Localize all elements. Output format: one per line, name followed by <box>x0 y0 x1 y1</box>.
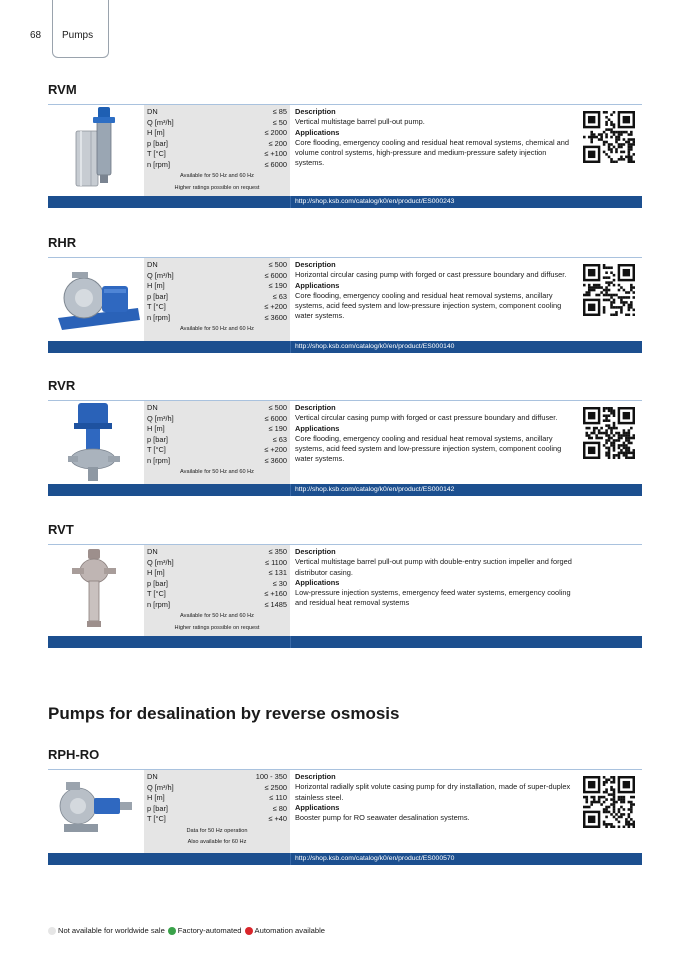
spec-row: p [bar] ≤ 200 <box>147 138 287 148</box>
description-text: Horizontal circular casing pump with forged or cast pressure boundary and diffuser. <box>295 270 567 280</box>
product-rph-ro <box>48 747 642 861</box>
rph-ro-pump-illustration <box>48 770 144 862</box>
description-heading: Description <box>295 547 336 556</box>
spec-row: Q [m³/h] ≤ 1100 <box>147 557 287 567</box>
spec-row: n [rpm] ≤ 6000 <box>147 159 287 169</box>
spec-row: T [°C] ≤ +200 <box>147 445 287 454</box>
pump-image <box>48 545 144 637</box>
description-heading: Description <box>295 260 336 269</box>
spec-row: H [m] ≤ 110 <box>147 793 287 802</box>
legend-item <box>245 926 326 935</box>
applications-heading: Applications <box>295 577 340 587</box>
spec-row: n [rpm] ≤ 3600 <box>147 312 287 322</box>
page-header <box>0 0 110 58</box>
description <box>295 107 575 169</box>
section-title: Pumps for desalination by reverse osmosis <box>48 704 400 723</box>
legend-label: Factory-automated <box>177 926 242 935</box>
spec-row: H [m] ≤ 131 <box>147 568 287 577</box>
product-name: RVT <box>48 522 74 537</box>
pump-image <box>48 258 144 350</box>
spec-row: Q [m³/h] ≤ 2500 <box>147 782 287 792</box>
spec-row: p [bar] ≤ 80 <box>147 803 287 813</box>
spec-box <box>144 545 290 637</box>
spec-row: T [°C] ≤ +100 <box>147 149 287 158</box>
legend-dot-icon <box>48 927 56 935</box>
legend-label: Not available for worldwide sale <box>58 926 165 935</box>
spec-row: T [°C] ≤ +40 <box>147 814 287 823</box>
description-heading: Description <box>295 403 336 412</box>
qr-code-icon[interactable] <box>583 407 635 459</box>
pump-image <box>48 401 144 493</box>
spec-note: Also available for 60 Hz <box>187 839 247 845</box>
product-name: RVM <box>48 82 77 97</box>
description-heading: Description <box>295 772 336 781</box>
section-tab-label: Pumps <box>62 30 94 41</box>
description-text: Vertical multistage barrel pull-out pump. <box>295 117 425 127</box>
product-rvt <box>48 522 642 636</box>
spec-row: Q [m³/h] ≤ 6000 <box>147 413 287 423</box>
product-link[interactable]: http://shop.ksb.com/catalog/k0/en/product/ES000243 <box>295 198 455 205</box>
applications-text: Core flooding, emergency cooling and residual heat removal systems, chemical and volume control systems, high-pressure and medium-pressure safety injection systems. <box>295 137 570 168</box>
product-link[interactable]: http://shop.ksb.com/catalog/k0/en/product/ES000140 <box>295 343 455 350</box>
spec-row: DN ≤ 500 <box>147 260 287 269</box>
description <box>295 403 575 465</box>
description-text: Horizontal radially split volute casing pump for dry installation, made of super-duplex stainless steel. <box>295 782 571 802</box>
spec-row: H [m] ≤ 190 <box>147 281 287 290</box>
spec-row: DN ≤ 500 <box>147 403 287 412</box>
description <box>295 772 575 823</box>
applications-heading: Applications <box>295 802 340 812</box>
spec-note: Available for 50 Hz and 60 Hz <box>180 326 254 332</box>
page-number: 68 <box>30 30 42 41</box>
legend <box>48 926 328 935</box>
description-heading: Description <box>295 107 336 116</box>
description <box>295 547 575 609</box>
applications-heading: Applications <box>295 423 340 433</box>
legend-dot-icon <box>168 927 176 935</box>
spec-box <box>144 258 290 350</box>
product-link[interactable]: http://shop.ksb.com/catalog/k0/en/product/ES000142 <box>295 486 455 493</box>
product-body <box>48 400 642 492</box>
pump-image <box>48 770 144 862</box>
product-body <box>48 257 642 349</box>
product-name: RVR <box>48 378 76 393</box>
url-bar <box>48 341 642 353</box>
spec-row: DN ≤ 350 <box>147 547 287 556</box>
spec-row: p [bar] ≤ 63 <box>147 434 287 444</box>
qr-code-icon[interactable] <box>583 111 635 163</box>
qr-code-icon[interactable] <box>583 776 635 828</box>
rvt-pump-illustration <box>48 545 144 637</box>
description <box>295 260 575 322</box>
spec-note: Data for 50 Hz operation <box>186 827 248 834</box>
spec-row: Q [m³/h] ≤ 6000 <box>147 270 287 280</box>
spec-row: T [°C] ≤ +160 <box>147 589 287 598</box>
pump-image <box>48 105 144 197</box>
spec-note: Higher ratings possible on request <box>174 624 260 631</box>
spec-row: Q [m³/h] ≤ 50 <box>147 117 287 127</box>
applications-text: Core flooding, emergency cooling and residual heat removal systems, ancillary systems, acid feed system and low-pressure injection system, component cooling water systems. <box>295 290 562 321</box>
spec-row: n [rpm] ≤ 3600 <box>147 455 287 465</box>
product-body <box>48 104 642 196</box>
product-body <box>48 769 642 861</box>
qr-code-icon[interactable] <box>583 264 635 316</box>
spec-box <box>144 401 290 493</box>
spec-row: H [m] ≤ 2000 <box>147 128 287 137</box>
legend-label: Automation available <box>254 926 326 935</box>
legend-item <box>168 926 242 935</box>
product-rvr <box>48 378 642 492</box>
applications-heading: Applications <box>295 127 340 137</box>
product-link[interactable]: http://shop.ksb.com/catalog/k0/en/product/ES000570 <box>295 855 455 862</box>
url-bar <box>48 636 642 648</box>
spec-note: Available for 50 Hz and 60 Hz <box>180 469 254 475</box>
legend-dot-icon <box>245 927 253 935</box>
spec-row: p [bar] ≤ 63 <box>147 291 287 301</box>
spec-note: Higher ratings possible on request <box>174 184 260 191</box>
product-rvm <box>48 82 642 205</box>
spec-row: H [m] ≤ 190 <box>147 424 287 433</box>
applications-heading: Applications <box>295 280 340 290</box>
rvm-pump-illustration <box>48 105 144 197</box>
section-tab[interactable] <box>52 0 109 58</box>
spec-row: DN ≤ 85 <box>147 107 287 116</box>
spec-box <box>144 770 290 862</box>
spec-note: Available for 50 Hz and 60 Hz <box>180 613 254 619</box>
applications-text: Low-pressure injection systems, emergency feed water systems, emergency cooling and residual heat removal systems <box>295 588 571 608</box>
spec-note: Available for 50 Hz and 60 Hz <box>180 173 254 179</box>
rhr-pump-illustration <box>48 258 144 350</box>
product-name: RHR <box>48 235 77 250</box>
legend-item <box>48 926 165 935</box>
spec-box <box>144 105 290 197</box>
spec-row: DN 100 - 350 <box>147 772 287 781</box>
description-text: Vertical circular casing pump with forged or cast pressure boundary and diffuser. <box>295 413 558 423</box>
spec-row: n [rpm] ≤ 1485 <box>147 599 287 609</box>
product-name: RPH-RO <box>48 747 100 762</box>
spec-row: T [°C] ≤ +200 <box>147 302 287 311</box>
url-bar <box>48 853 642 865</box>
description-text: Vertical multistage barrel pull-out pump with double-entry suction impeller and forged distributor casing. <box>295 557 572 577</box>
spec-row: p [bar] ≤ 30 <box>147 578 287 588</box>
applications-text: Core flooding, emergency cooling and residual heat removal systems, ancillary systems, acid feed system and low-pressure injection system, component cooling water systems. <box>295 433 562 464</box>
product-body <box>48 544 642 636</box>
rvr-pump-illustration <box>48 401 144 493</box>
applications-text: Booster pump for RO seawater desalination systems. <box>295 813 470 823</box>
url-bar <box>48 196 642 208</box>
product-rhr <box>48 235 642 349</box>
url-bar <box>48 484 642 496</box>
